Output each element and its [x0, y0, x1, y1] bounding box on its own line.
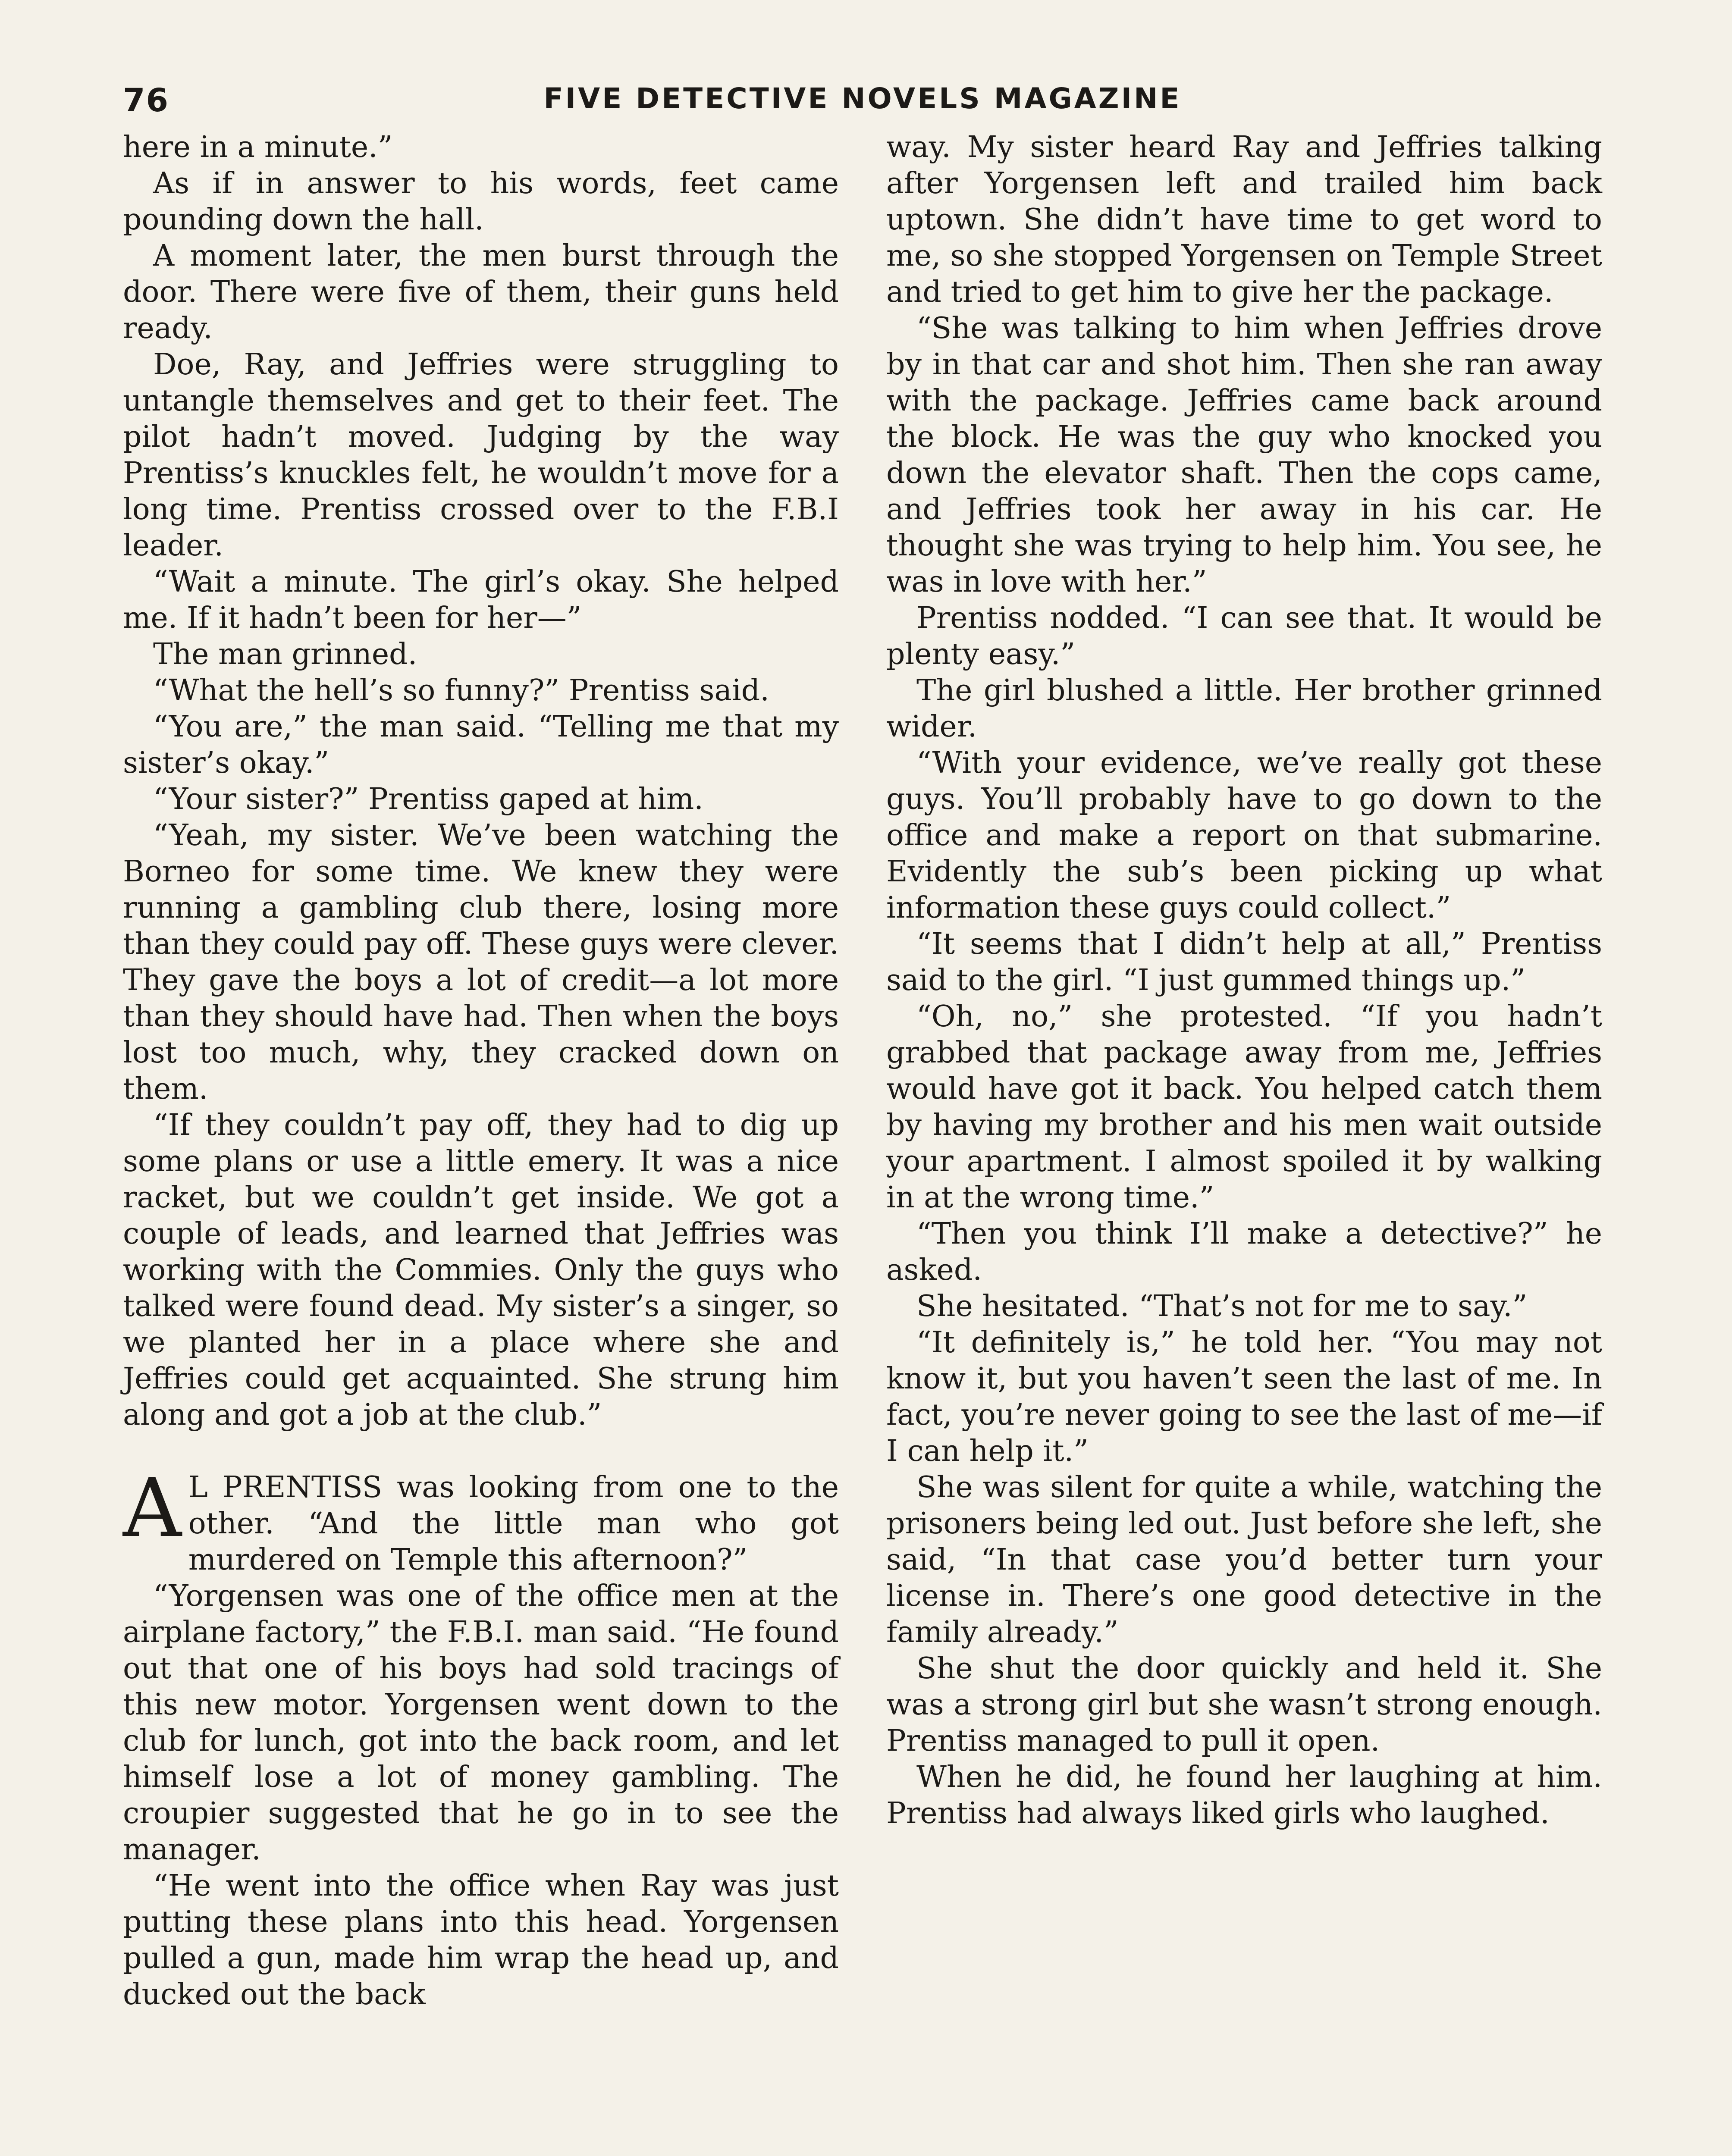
section-opening-text: L PRENTISS was looking from one to the other. “And the little man who got murdered on Temple this afternoon?” — [188, 1470, 839, 1577]
left-column — [123, 129, 839, 2156]
running-title: FIVE DETECTIVE NOVELS MAGAZINE — [543, 82, 1182, 115]
paragraph: “It definitely is,” he told her. “You may not know it, but you haven’t seen the last of me. In fact, you’re never going to see the last of me—if I can help it.” — [886, 1326, 1602, 1468]
paragraph: “You are,” the man said. “Telling me that my sister’s okay.” — [123, 710, 839, 780]
paragraph: As if in answer to his words, feet came pounding down the hall. — [123, 166, 839, 237]
paragraph: A moment later, the men burst through the door. There were five of them, their guns held ready. — [123, 239, 839, 345]
paragraph: She hesitated. “That’s not for me to say.” — [916, 1289, 1528, 1323]
paragraph: “Oh, no,” she protested. “If you hadn’t grabbed that package away from me, Jeffries would have got it back. You helped catch them by having my brother and his men wait outside your apartment. I almost spoiled it by walking in at the wrong time.” — [886, 1000, 1602, 1215]
paragraph: “What the hell’s so funny?” Prentiss said. — [153, 674, 769, 708]
paragraph: “It seems that I didn’t help at all,” Prentiss said to the girl. “I just gummed things up.” — [886, 927, 1602, 997]
text-columns — [123, 129, 1602, 2156]
paragraph: The man grinned. — [153, 637, 417, 671]
page-number: 76 — [123, 82, 169, 119]
paragraph: “Yeah, my sister. We’ve been watching the Borneo for some time. We knew they were running a gambling club there, losing more than they could pay off. These guys were clever. They gave the boys a lot of credit—a lot more than they should have had. Then when the boys lost too much, why, they cracked down on them. — [123, 818, 839, 1106]
right-column — [886, 129, 1602, 2156]
section-opening-paragraph — [123, 1461, 839, 1578]
paragraph: The girl blushed a little. Her brother grinned wider. — [886, 674, 1602, 744]
paragraph: “Then you think I’ll make a detective?” he asked. — [886, 1217, 1602, 1287]
paragraph: She shut the door quickly and held it. She was a strong girl but she wasn’t strong enough. Prentiss managed to pull it open. — [886, 1651, 1602, 1758]
paragraph: “With your evidence, we’ve really got these guys. You’ll probably have to go down to the office and make a report on that submarine. Evidently the sub’s been picking up what information these guys could collect.” — [886, 746, 1602, 925]
paragraph: way. My sister heard Ray and Jeffries talking after Yorgensen left and trailed him back uptown. She didn’t have time to get word to me, so she stopped Yorgensen on Temple Street and tried to get him to give her the package. — [886, 130, 1602, 309]
paragraph: here in a minute.” — [123, 130, 393, 164]
paragraph: She was silent for quite a while, watching the prisoners being led out. Just before she left, she said, “In that case you’d better turn your license in. There’s one good detective in the family already.” — [886, 1470, 1602, 1649]
paragraph: Doe, Ray, and Jeffries were struggling to untangle themselves and get to their feet. The pilot hadn’t moved. Judging by the way Prentiss’s knuckles felt, he wouldn’t move for a long time. Prentiss crossed over to the F.B.I leader. — [123, 348, 839, 563]
paragraph: “Wait a minute. The girl’s okay. She helped me. If it hadn’t been for her—” — [123, 565, 839, 635]
paragraph: Prentiss nodded. “I can see that. It would be plenty easy.” — [886, 601, 1602, 671]
page-header — [123, 82, 1602, 134]
paragraph: “He went into the office when Ray was just putting these plans into this head. Yorgensen pulled a gun, made him wrap the head up, and ducked out the back — [123, 1869, 839, 2012]
paragraph: “Your sister?” Prentiss gaped at him. — [153, 782, 703, 816]
paragraph: When he did, he found her laughing at him. Prentiss had always liked girls who laughed. — [886, 1760, 1602, 1830]
drop-cap: A — [123, 1461, 182, 1555]
paragraph: “If they couldn’t pay off, they had to dig up some plans or use a little emery. It was a nice racket, but we couldn’t get inside. We got a couple of leads, and learned that Jeffries was working with the Commies. Only the guys who talked were found dead. My sister’s a singer, so we planted her in a place where she and Jeffries could get acquainted. She strung him along and got a job at the club.” — [123, 1108, 839, 1432]
paragraph: “She was talking to him when Jeffries drove by in that car and shot him. Then she ran away with the package. Jeffries came back around the block. He was the guy who knocked you down the elevator shaft. Then the cops came, and Jeffries took her away in his car. He thought she was trying to help him. You see, he was in love with her.” — [886, 311, 1602, 599]
paragraph: “Yorgensen was one of the office men at the airplane factory,” the F.B.I. man said. “He found out that one of his boys had sold tracings of this new motor. Yorgensen went down to the club for lunch, got into the back room, and let himself lose a lot of money gambling. The croupier suggested that he go in to see the manager. — [123, 1579, 839, 1867]
